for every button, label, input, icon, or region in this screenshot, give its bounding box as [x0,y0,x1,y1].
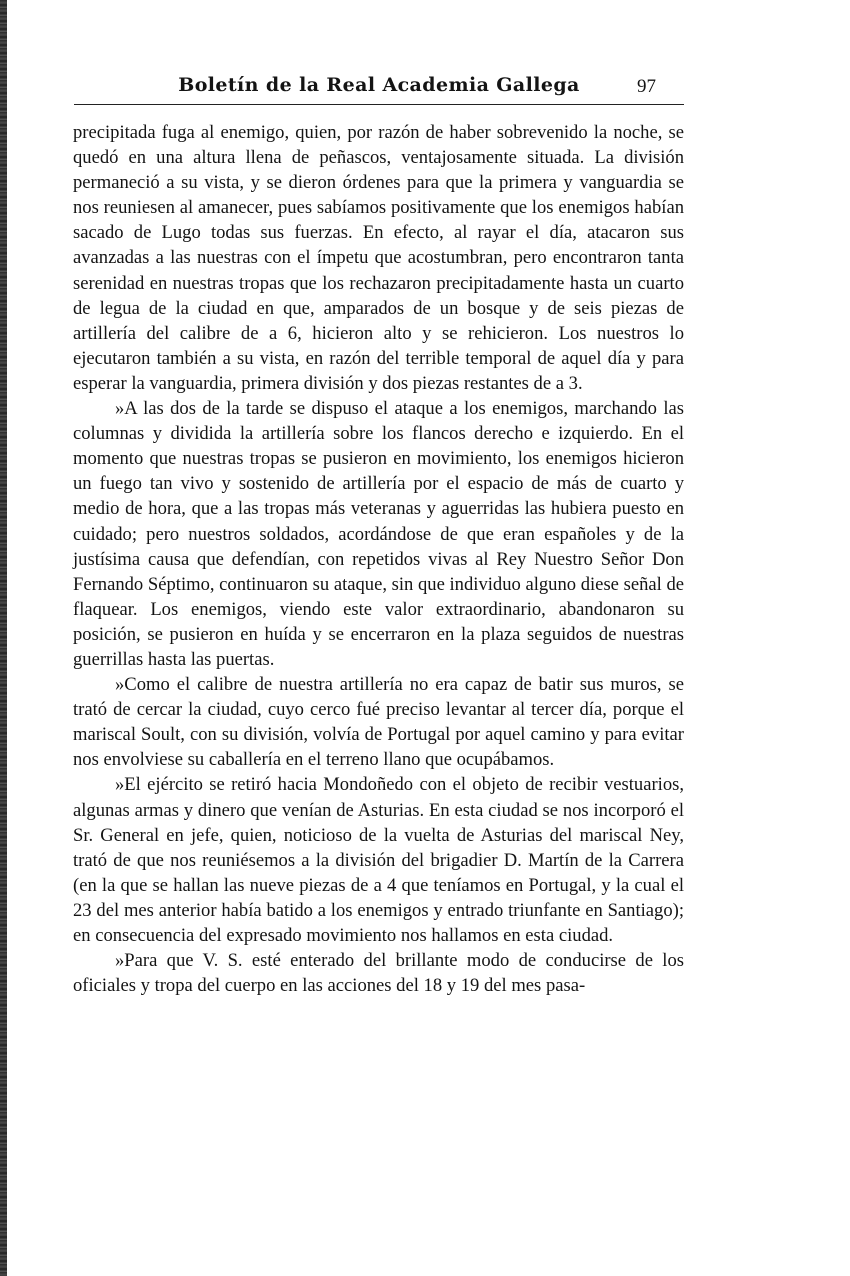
paragraph-2: »A las dos de la tarde se dispuso el ataque a los enemigos, marchando las columnas y dividida la artillería sobre los flancos derecho e izquierdo. En el momento que nuestras tropas se pusieron en movimiento, los enemigos hicieron un fuego tan vivo y sostenido de artillería por el espacio de más de cuarto y medio de hora, que a las tropas más veteranas y aguerridas las hubiera puesto en cuidado; pero nuestros soldados, acordándose de que eran españoles y de la justísima causa que defendían, con repetidos vivas al Rey Nuestro Señor Don Fernando Séptimo, continuaron su ataque, sin que individuo alguno diese señal de flaquear. Los enemigos, viendo este valor extraordinario, abandonaron su posición, se pusieron en huída y se encerraron en la plaza seguidos de nuestras guerrillas hasta las puertas. [73,398,684,670]
paragraph-1: precipitada fuga al enemigo, quien, por razón de haber sobrevenido la noche, se quedó en una altura llena de peñascos, ventajosamente situada. La división permaneció a su vista, y se dieron órdenes para que la primera y vanguardia se nos reuniesen al amanecer, pues sabíamos positivamente que los enemigos habían sacado de Lugo todas sus fuerzas. En efecto, al rayar el día, atacaron sus avanzadas a las nuestras con el ímpetu que acostumbran, pero encontraron tanta serenidad en nuestras tropas que los rechazaron precipitadamente hasta un cuarto de legua de la ciudad en que, amparados de un bosque y de seis piezas de artillería del calibre de a 6, hicieron alto y se rehicieron. Los nuestros lo ejecutaron también a su vista, en razón del terrible temporal de aquel día y para esperar la vanguardia, primera división y dos piezas restantes de a 3. [73,122,684,394]
running-header [74,70,684,105]
paragraph-4: »El ejército se retiró hacia Mondoñedo con el objeto de recibir vestuarios, algunas armas y dinero que venían de Asturias. En esta ciudad se nos incorporó el Sr. General en jefe, quien, noticioso de la vuelta de Asturias del mariscal Ney, trató de que nos reuniésemos a la división del brigadier D. Martín de la Carrera (en la que se hallan las nueve piezas de a 4 que teníamos en Portugal, y la cual el 23 del mes anterior había batido a los enemigos y entrado triunfante en Santiago); en consecuencia del expresado movimiento nos hallamos en esta ciudad. [73,774,684,946]
journal-title: Boletín de la Real Academia Gallega [178,74,580,96]
page-number: 97 [637,76,656,97]
paragraph-5: »Para que V. S. esté enterado del brillante modo de conducirse de los oficiales y tropa del cuerpo en las acciones del 18 y 19 del mes pasa- [73,950,684,997]
page-binding-edge [0,0,7,1276]
body-text [73,120,684,998]
paragraph-3: »Como el calibre de nuestra artillería no era capaz de batir sus muros, se trató de cercar la ciudad, cuyo cerco fué preciso levantar al tercer día, porque el mariscal Soult, con su división, volvía de Portugal por aquel camino y para evitar nos envolviese su caballería en el terreno llano que ocupábamos. [73,674,684,771]
